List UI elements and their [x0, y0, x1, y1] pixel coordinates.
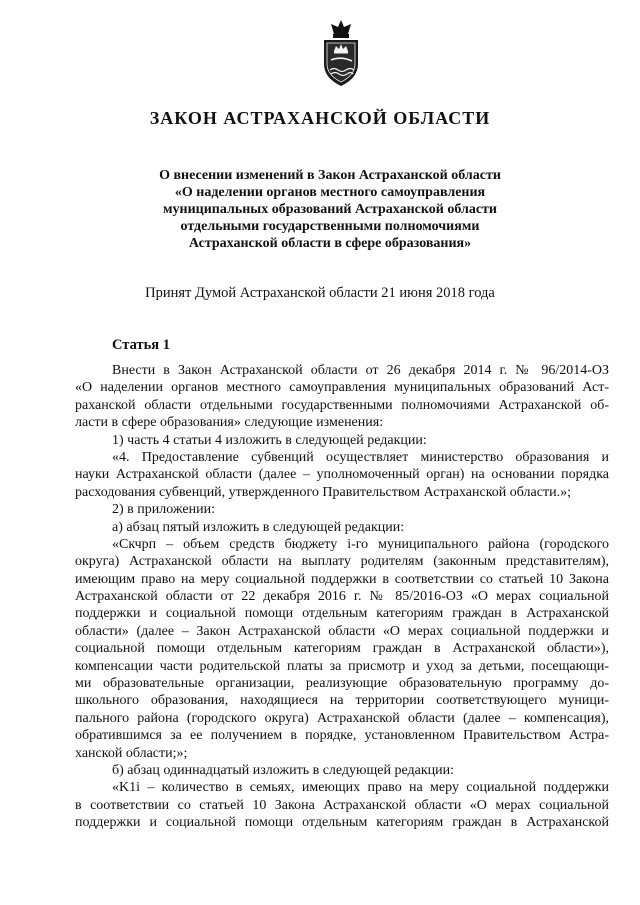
body-line: компенсации части родительской платы за присмотр и уход за детьми, посещающи-: [75, 658, 609, 674]
body-line: 2) в приложении:: [112, 502, 215, 518]
body-line: раханской области отдельными государственными полномочиями Астраханской об-: [75, 397, 609, 413]
coat-of-arms-emblem: [318, 18, 364, 90]
body-line: «K1i – количество в семьях, имеющих право на меру социальной поддержки: [112, 780, 609, 796]
subject-line: Астраханской области в сфере образования»: [188, 236, 472, 251]
body-line: имеющим право на меру социальной поддержки в соответствии со статьей 10 Закона: [75, 571, 609, 587]
body-line: школьного образования, находящиеся на территории соответствующего муници-: [75, 693, 609, 709]
body-line: в соответствии со статьей 10 Закона Астраханской области «О мерах социальной: [75, 797, 609, 813]
subject-line: «О наделении органов местного самоуправления: [174, 185, 486, 200]
body-line: поддержки и социальной помощи отдельным категориям граждан в Астраханской: [75, 815, 609, 831]
subject-line: О внесении изменений в Закон Астраханской области: [159, 168, 501, 183]
body-line: «4. Предоставление субвенций осуществляет министерство образования и: [112, 449, 609, 465]
body-line: округа) Астраханской области на выплату родителям (законным представителям),: [75, 554, 609, 570]
body-line: Внести в Закон Астраханской области от 26 декабря 2014 г. № 96/2014-ОЗ: [112, 363, 609, 378]
body-line: пального района (городского округа) Астраханской области (далее – компенсация),: [75, 710, 609, 726]
body-line: расходования субвенций, утвержденного Правительством Астраханской области.»;: [75, 484, 571, 500]
body-line: области» (далее – Закон Астраханской области «О мерах социальной поддержки и: [75, 623, 609, 639]
body-line: а) абзац пятый изложить в следующей редакции:: [112, 519, 405, 535]
adoption-statement: Принят Думой Астраханской области 21 июня 2018 года: [145, 285, 495, 301]
body-line: «О наделении органов местного самоуправления муниципальных образований Аст-: [75, 380, 609, 396]
body-line: ми образовательные организации, реализующие образовательную программу до-: [75, 676, 609, 692]
body-line: 1) часть 4 статьи 4 изложить в следующей редакции:: [112, 432, 427, 448]
law-subject: [60, 167, 600, 252]
law-title: ЗАКОН АСТРАХАНСКОЙ ОБЛАСТИ: [149, 108, 491, 128]
body-line: б) абзац одиннадцатый изложить в следующей редакции:: [112, 762, 455, 778]
article-heading: Статья 1: [112, 337, 170, 353]
body-line: Астраханской области от 22 декабря 2016 г. № 85/2016-ОЗ «О мерах социальной: [75, 589, 609, 605]
body-line: ханской области;»;: [75, 745, 188, 761]
body-line: социальной помощи отдельным категориям граждан в Астраханской области»),: [75, 641, 609, 657]
body-line: ласти в сфере образования» следующие изменения:: [75, 415, 384, 431]
body-line: «Скчрп – объем средств бюджету i-го муниципального района (городского: [112, 536, 609, 552]
body-line: поддержки и социальной помощи отдельным категориям граждан в Астраханской: [75, 606, 609, 622]
body-line: науки Астраханской области (далее – уполномоченный орган) на основании порядка: [75, 467, 609, 483]
article-body: [75, 362, 609, 832]
body-line: обратившимся за ее получением в порядке, установленном Правительством Астра-: [75, 728, 609, 744]
subject-line: отдельными государственными полномочиями: [180, 219, 480, 234]
subject-line: муниципальных образований Астраханской области: [162, 202, 497, 217]
